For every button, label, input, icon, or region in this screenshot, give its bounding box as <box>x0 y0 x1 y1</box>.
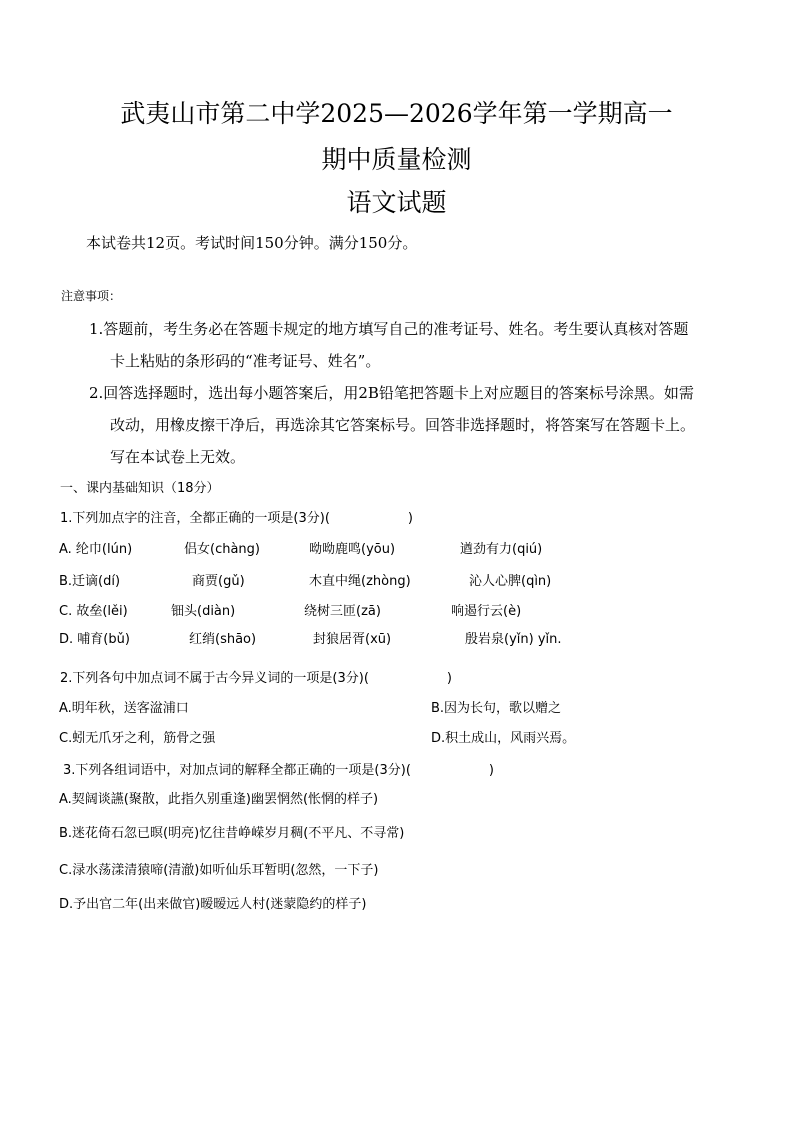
q1-d-item-3: 封狼居胥(xū) <box>313 632 392 647</box>
question-3-option-b: B.迷花倚石忽已暝(明亮)忆往昔峥嵘岁月稠(不平凡、不寻常) <box>59 826 405 841</box>
note-line-3: 2.回答选择题时，选出每小题答案后，用2B铅笔把答题卡上对应题目的答案标号涂黑。如需 <box>89 384 694 402</box>
question-3-stem: 3.下列各组词语中，对加点词的解释全都正确的一项是(3分)( ) <box>63 763 494 778</box>
q1-d-item-4: 殷岩泉(yǐn) yǐn. <box>465 632 562 647</box>
exam-title-line2: 期中质量检测 <box>321 145 472 174</box>
question-2-stem: 2.下列各句中加点词不属于古今异义词的一项是(3分)( ) <box>60 671 452 686</box>
note-line-2: 卡上粘贴的条形码的“准考证号、姓名”。 <box>110 352 381 370</box>
section-heading: 一、课内基础知识（18分） <box>60 481 220 496</box>
question-2-option-c: C.蚓无爪牙之利，筋骨之强 <box>59 731 216 746</box>
note-line-4: 改动，用橡皮擦干净后，再选涂其它答案标号。回答非选择题时，将答案写在答题卡上。 <box>110 416 696 434</box>
q1-b-item-3: 木直中绳(zhòng) <box>309 574 411 589</box>
note-line-1: 1.答题前，考生务必在答题卡规定的地方填写自己的准考证号、姓名。考生要认真核对答题 <box>89 320 689 338</box>
q1-a-item-4: 遒劲有力(qiú) <box>460 542 543 557</box>
q1-a-item-3: 呦呦鹿鸣(yōu) <box>309 542 396 557</box>
q1-b-item-2: 商贾(gǔ) <box>192 574 245 589</box>
question-2-option-d: D.积土成山，风雨兴焉。 <box>431 731 576 746</box>
question-3-option-d: D.予出官二年(出来做官)暧暧远人村(迷蒙隐约的样子) <box>59 897 367 912</box>
notes-heading: 注意事项： <box>61 289 122 303</box>
q1-b-item-1: B.迁谪(dí) <box>59 574 121 589</box>
question-3-option-c: C.渌水荡漾清猿啼(清澈)如听仙乐耳暂明(忽然，一下子) <box>59 863 379 878</box>
q1-d-item-1: D. 哺育(bǔ) <box>59 632 130 647</box>
q1-b-item-4: 沁人心脾(qìn) <box>469 574 552 589</box>
exam-title-line3: 语文试题 <box>346 188 447 217</box>
q1-c-item-3: 绕树三匝(zā) <box>304 604 381 619</box>
note-line-5: 写在本试卷上无效。 <box>110 448 246 466</box>
q1-a-item-2: 侣女(chàng) <box>184 542 260 557</box>
exam-title-line1: 武夷山市第二中学2025—2026学年第一学期高一 <box>120 99 673 128</box>
q1-c-item-1: C. 故垒(lěi) <box>59 604 128 619</box>
q1-c-item-4: 响遏行云(è) <box>451 604 522 619</box>
q1-d-item-2: 红绡(shāo) <box>189 632 257 647</box>
question-1-stem: 1.下列加点字的注音，全都正确的一项是(3分)( ) <box>60 511 413 526</box>
question-2-option-a: A.明年秋，送客湓浦口 <box>59 701 189 716</box>
q1-a-item-1: A. 纶巾(lún) <box>59 542 133 557</box>
q1-c-item-2: 钿头(diàn) <box>171 604 236 619</box>
question-3-option-a: A.契阔谈讌(聚散，此指久别重逢)幽罢惘然(怅惘的样子) <box>59 792 379 807</box>
question-2-option-b: B.因为长句，歌以赠之 <box>431 701 562 716</box>
exam-intro: 本试卷共12页。考试时间150分钟。满分150分。 <box>86 234 418 252</box>
